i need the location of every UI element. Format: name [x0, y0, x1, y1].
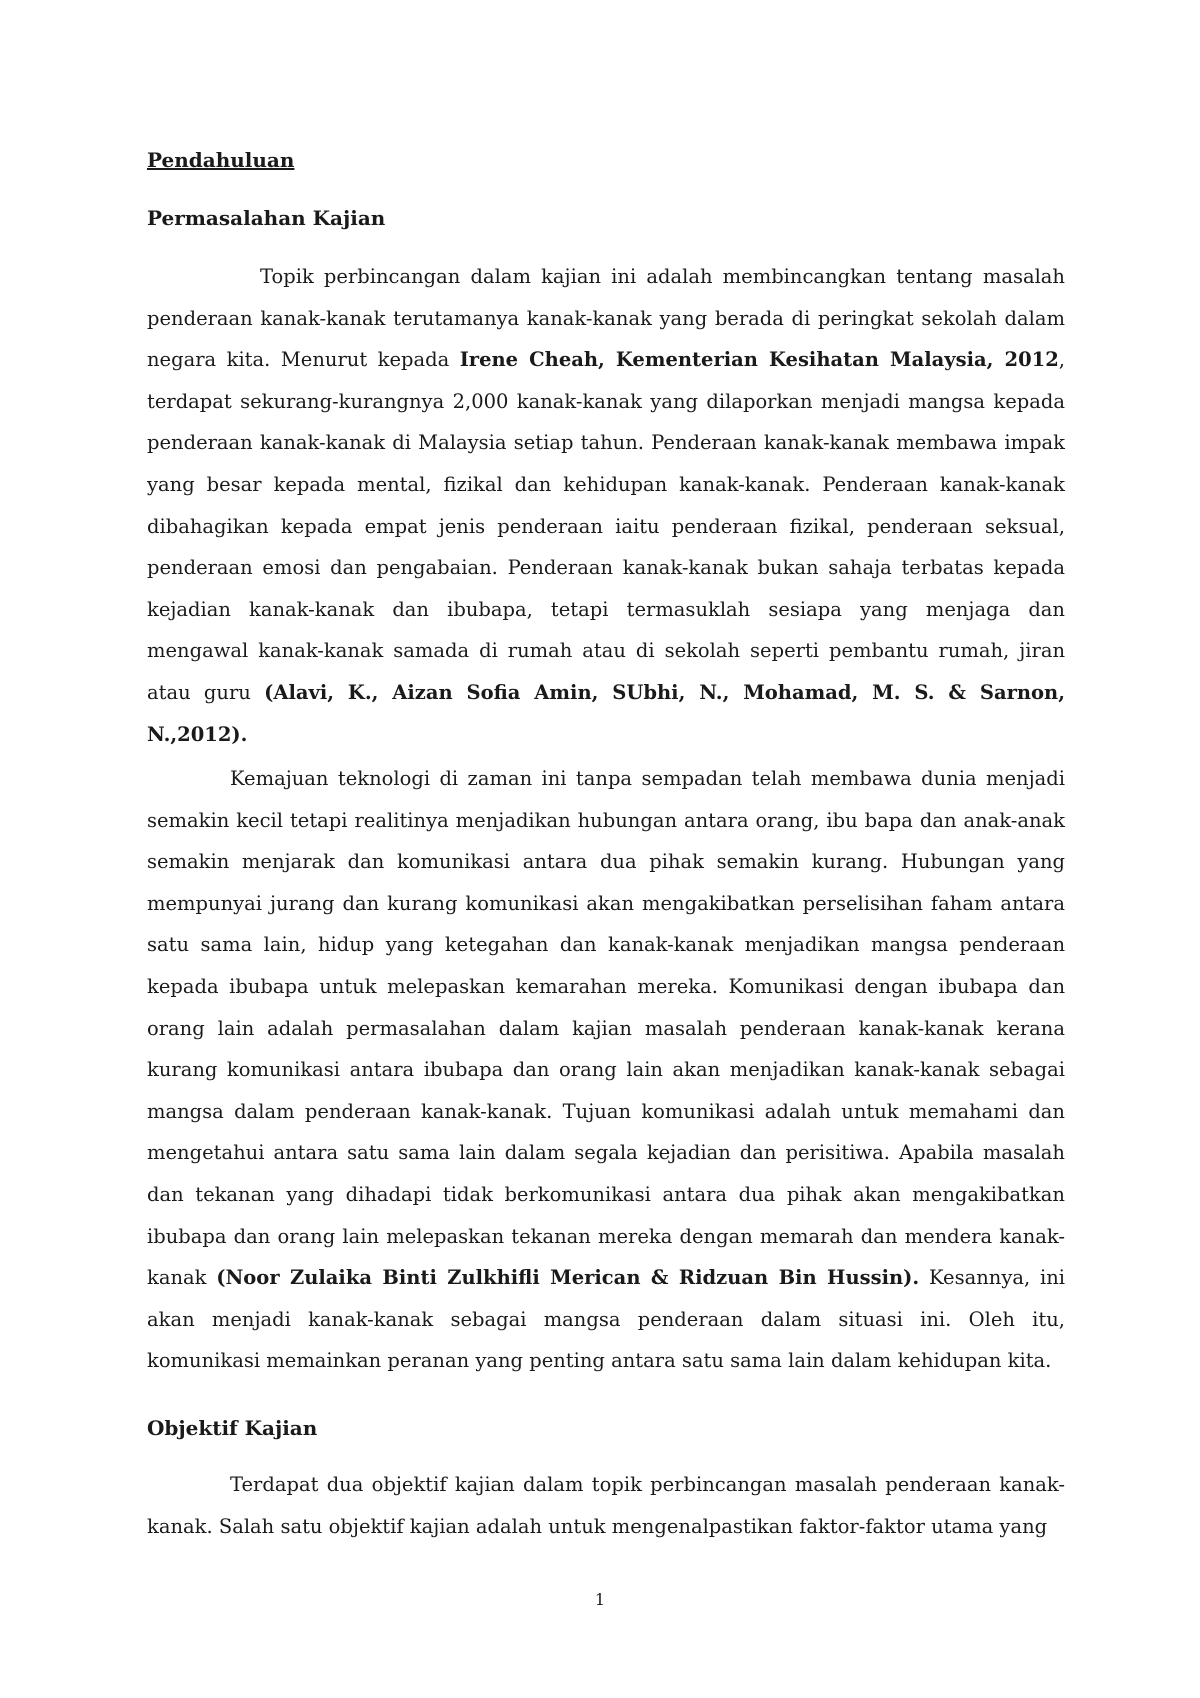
heading-objektif-kajian: Objektif Kajian	[147, 1416, 318, 1440]
heading-pendahuluan: Pendahuluan	[147, 148, 295, 172]
page-number: 1	[594, 1590, 606, 1609]
paragraph-text: Kesannya, ini akan menjadi kanak-kanak sebagai mangsa penderaan dalam situasi ini. Oleh itu, komunikasi memainkan peranan yang penting antara satu sama lain dalam kehidupan kita.	[147, 1266, 1065, 1373]
paragraph-text: Topik perbincangan dalam kajian ini adalah membincangkan tentang masalah penderaan kanak-kanak terutamanya kanak-kanak yang berada di peringkat sekolah dalam negara kita. Menurut kepada	[147, 265, 1065, 372]
citation-alavi: (Alavi, K., Aizan Sofia Amin, SUbhi, N., Mohamad, M. S. & Sarnon, N.,2012).	[147, 680, 1066, 746]
heading-permasalahan-kajian: Permasalahan Kajian	[147, 206, 386, 230]
paragraph-text: , terdapat sekurang-kurangnya 2,000 kanak-kanak yang dilaporkan menjadi mangsa kepada penderaan kanak-kanak di Malaysia setiap tahun. Penderaan kanak-kanak membawa impak yang besar kepada mental, fizikal dan kehidupan kanak-kanak. Penderaan kanak-kanak dibahagikan kepada empat jenis penderaan iaitu penderaan fizikal, penderaan seksual, penderaan emosi dan pengabaian. Penderaan kanak-kanak bukan sahaja terbatas kepada kejadian kanak-kanak dan ibubapa, tetapi termasuklah sesiapa yang menjaga dan mengawal kanak-kanak samada di rumah atau di sekolah seperti pembantu rumah, jiran atau guru	[147, 348, 1065, 704]
paragraph-objective-1	[147, 1464, 1065, 1547]
citation-irene-cheah: Irene Cheah, Kementerian Kesihatan Malaysia, 2012	[459, 348, 1059, 372]
paragraph-problem-2	[147, 758, 1065, 1382]
paragraph-text: Kemajuan teknologi di zaman ini tanpa sempadan telah membawa dunia menjadi semakin kecil tetapi realitinya menjadikan hubungan antara orang, ibu bapa dan anak-anak semakin menjarak dan komunikasi antara dua pihak semakin kurang. Hubungan yang mempunyai jurang dan kurang komunikasi akan mengakibatkan perselisihan faham antara satu sama lain, hidup yang ketegahan dan kanak-kanak menjadikan mangsa penderaan kepada ibubapa untuk melepaskan kemarahan mereka. Komunikasi dengan ibubapa dan orang lain adalah permasalahan dalam kajian masalah penderaan kanak-kanak kerana kurang komunikasi antara ibubapa dan orang lain akan menjadikan kanak-kanak sebagai mangsa dalam penderaan kanak-kanak. Tujuan komunikasi adalah untuk memahami dan mengetahui antara satu sama lain dalam segala kejadian dan perisitiwa. Apabila masalah dan tekanan yang dihadapi tidak berkomunikasi antara dua pihak akan mengakibatkan ibubapa dan orang lain melepaskan tekanan mereka dengan memarah dan mendera kanak-kanak	[147, 767, 1065, 1290]
paragraph-problem-1	[147, 256, 1065, 755]
citation-noor-zulaika: (Noor Zulaika Binti Zulkhifli Merican & Ridzuan Bin Hussin).	[216, 1266, 920, 1290]
paragraph-text: Terdapat dua objektif kajian dalam topik perbincangan masalah penderaan kanak-kanak. Salah satu objektif kajian adalah untuk mengenalpastikan faktor-faktor utama yang	[147, 1473, 1065, 1538]
